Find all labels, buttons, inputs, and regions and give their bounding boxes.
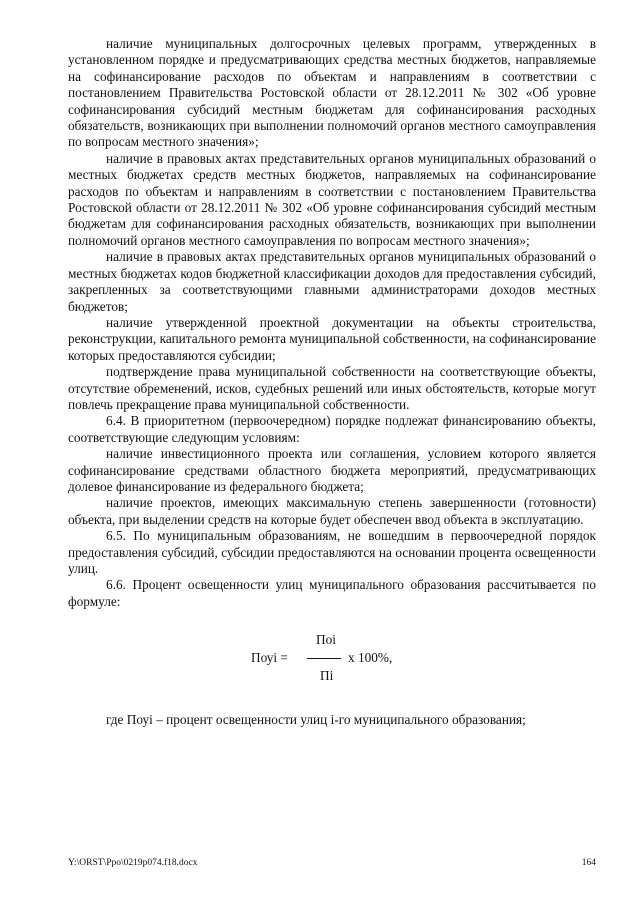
paragraph-2: наличие в правовых актах представительных органов муниципальных образований о местных бюджетах средств местных бюджетов, направляемых на софинансирование расходов по объектам и направлениям в соответствии с постановлением Правительства Ростовской области от 28.12.2011 № 302 «Об уровне софинансирования субсидий местным бюджетам для софинансирования расходных обязательств, возникающих при выполнении полномочий органов местного самоуправления по вопросам местного значения»; [68,150,596,248]
formula-explanation: где Поуі – процент освещенности улиц і-го муниципального образования; [106,712,526,728]
formula-lhs: Поуі = [251,650,288,666]
paragraph-6-6: 6.6. Процент освещенности улиц муниципального образования рассчитывается по формуле: [68,577,596,609]
page-number: 164 [581,858,596,868]
fraction-bar [307,658,341,659]
paragraph-8: наличие проектов, имеющих максимальную степень завершенности (готовности) объекта, при выделении средств на которые будет обеспечен ввод объекта в эксплуатацию. [68,495,596,527]
formula [68,632,596,694]
paragraph-1: наличие муниципальных долгосрочных целевых программ, утвержденных в установленном порядке и предусматривающих средства местных бюджетов, направляемые на софинансирование расходов по объектам и направлениям в соответствии с постановлением Правительства Ростовской области от 28.12.2011 № 302 «Об уровне софинансирования субсидий местным бюджетам для софинансирования расходных обязательств, возникающих при выполнении полномочий органов местного самоуправления по вопросам местного значения»; [68,36,596,150]
paragraph-6-5: 6.5. По муниципальным образованиям, не вошедшим в первоочередной порядок предоставления субсидий, субсидии предоставляются на основании процента освещенности улиц. [68,528,596,576]
paragraph-3: наличие в правовых актах представительных органов муниципальных образований о местных бюджетах кодов бюджетной классификации доходов для предоставления субсидий, закрепленных за соответствующими главными администраторами доходов местных бюджетов; [68,249,596,314]
document-page [68,36,596,729]
formula-multiplier: х 100%, [348,650,393,666]
formula-numerator: Поі [316,632,336,648]
paragraph-7: наличие инвестиционного проекта или соглашения, условием которого является софинансирование средствами областного бюджета мероприятий, предусматривающих долевое финансирование из федерального бюджета; [68,446,596,494]
paragraph-6-4: 6.4. В приоритетном (первоочередном) порядке подлежат финансированию объекты, соответствующие следующим условиям: [68,413,596,445]
file-path: Y:\ORST\Ppo\0219p074.f18.docx [68,858,198,868]
formula-denominator: Пі [320,668,334,684]
paragraph-5: подтверждение права муниципальной собственности на соответствующие объекты, отсутствие обременений, исков, судебных решений или иных обстоятельств, которые могут повлечь прекращение права муниципальной собственности. [68,364,596,412]
paragraph-4: наличие утвержденной проектной документации на объекты строительства, реконструкции, капитального ремонта муниципальной собственности, на софинансирование которых предоставляются субсидии; [68,314,596,363]
